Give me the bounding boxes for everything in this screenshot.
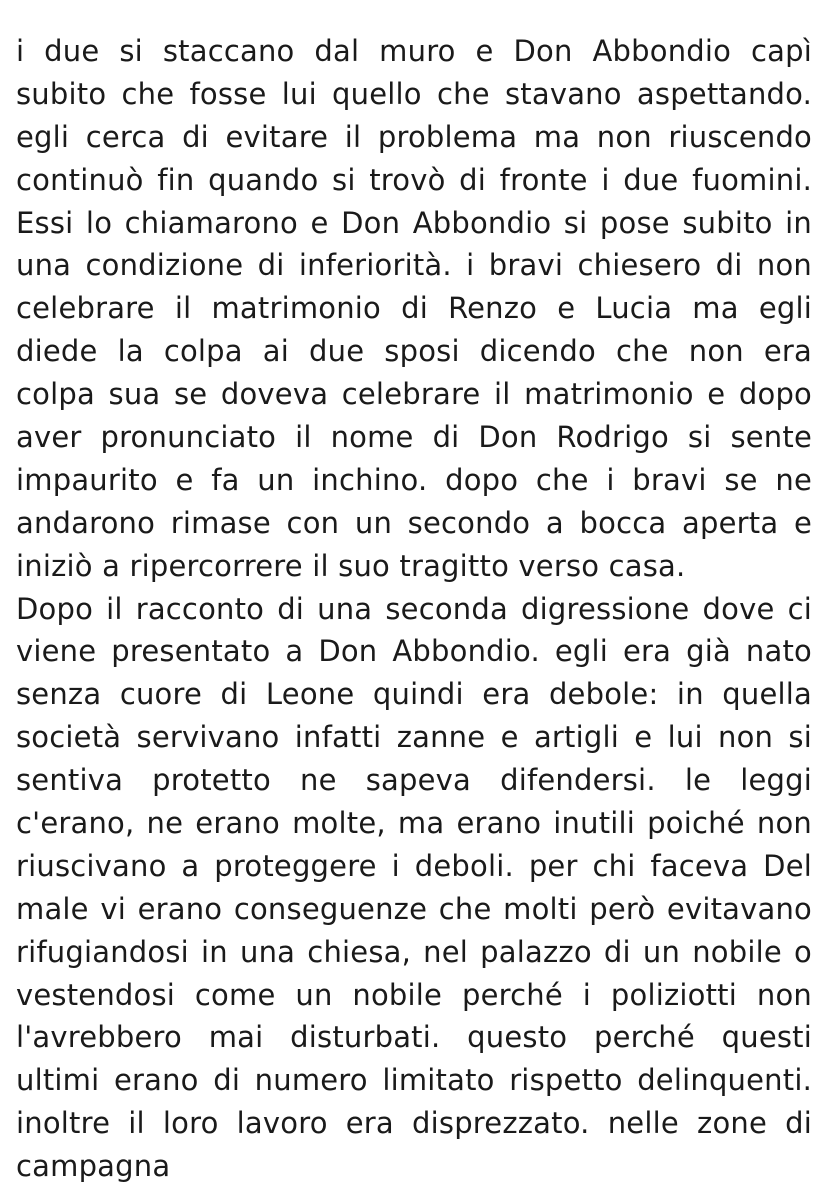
handwritten-notes-page: [16, 30, 812, 1188]
text-line: campagna: [16, 1149, 171, 1184]
paragraph-2: [16, 588, 812, 1188]
text-line: ultimi erano di numero limitato rispetto delinquenti.: [16, 1063, 812, 1098]
text-line: Dopo il racconto di una seconda digressione dove ci: [16, 591, 812, 626]
text-line: andarono rimase con un secondo a bocca aperta e: [16, 505, 812, 540]
text-line: egli cerca di evitare il problema ma non riuscendo: [16, 119, 812, 154]
text-line: celebrare il matrimonio di Renzo e Lucia ma egli: [16, 291, 812, 326]
text-line: i due si staccano dal muro e Don Abbondio capì: [16, 34, 812, 68]
text-line: società servivano infatti zanne e artigli e lui non si: [16, 720, 812, 755]
text-line: inoltre il loro lavoro era disprezzato. nelle zone di: [16, 1106, 812, 1141]
text-line: male vi erano conseguenze che molti però evitavano: [16, 891, 812, 926]
text-line: rifugiandosi in una chiesa, nel palazzo di un nobile o: [16, 934, 812, 969]
text-line: impaurito e fa un inchino. dopo che i bravi se ne: [16, 462, 812, 497]
text-line: sentiva protetto ne sapeva difendersi. le leggi: [16, 763, 812, 798]
text-line: viene presentato a Don Abbondio. egli era già nato: [16, 634, 812, 669]
text-line: l'avrebbero mai disturbati. questo perché questi: [16, 1020, 812, 1055]
text-line: aver pronunciato il nome di Don Rodrigo si sente: [16, 420, 812, 455]
text-line: continuò fin quando si trovò di fronte i due fuomini.: [16, 162, 812, 197]
text-line: colpa sua se doveva celebrare il matrimonio e dopo: [16, 377, 812, 412]
text-line: iniziò a ripercorrere il suo tragitto verso casa.: [16, 548, 686, 583]
text-line: senza cuore di Leone quindi era debole: in quella: [16, 677, 812, 712]
text-line: subito che fosse lui quello che stavano aspettando.: [16, 76, 812, 111]
paragraph-1: [16, 30, 812, 588]
text-line: diede la colpa ai due sposi dicendo che non era: [16, 334, 812, 369]
text-line: c'erano, ne erano molte, ma erano inutili poiché non: [16, 806, 812, 841]
text-line: Essi lo chiamarono e Don Abbondio si pose subito in: [16, 205, 812, 240]
text-line: una condizione di inferiorità. i bravi chiesero di non: [16, 248, 812, 283]
text-line: riuscivano a proteggere i deboli. per chi faceva Del: [16, 848, 812, 883]
text-line: vestendosi come un nobile perché i poliziotti non: [16, 977, 812, 1012]
